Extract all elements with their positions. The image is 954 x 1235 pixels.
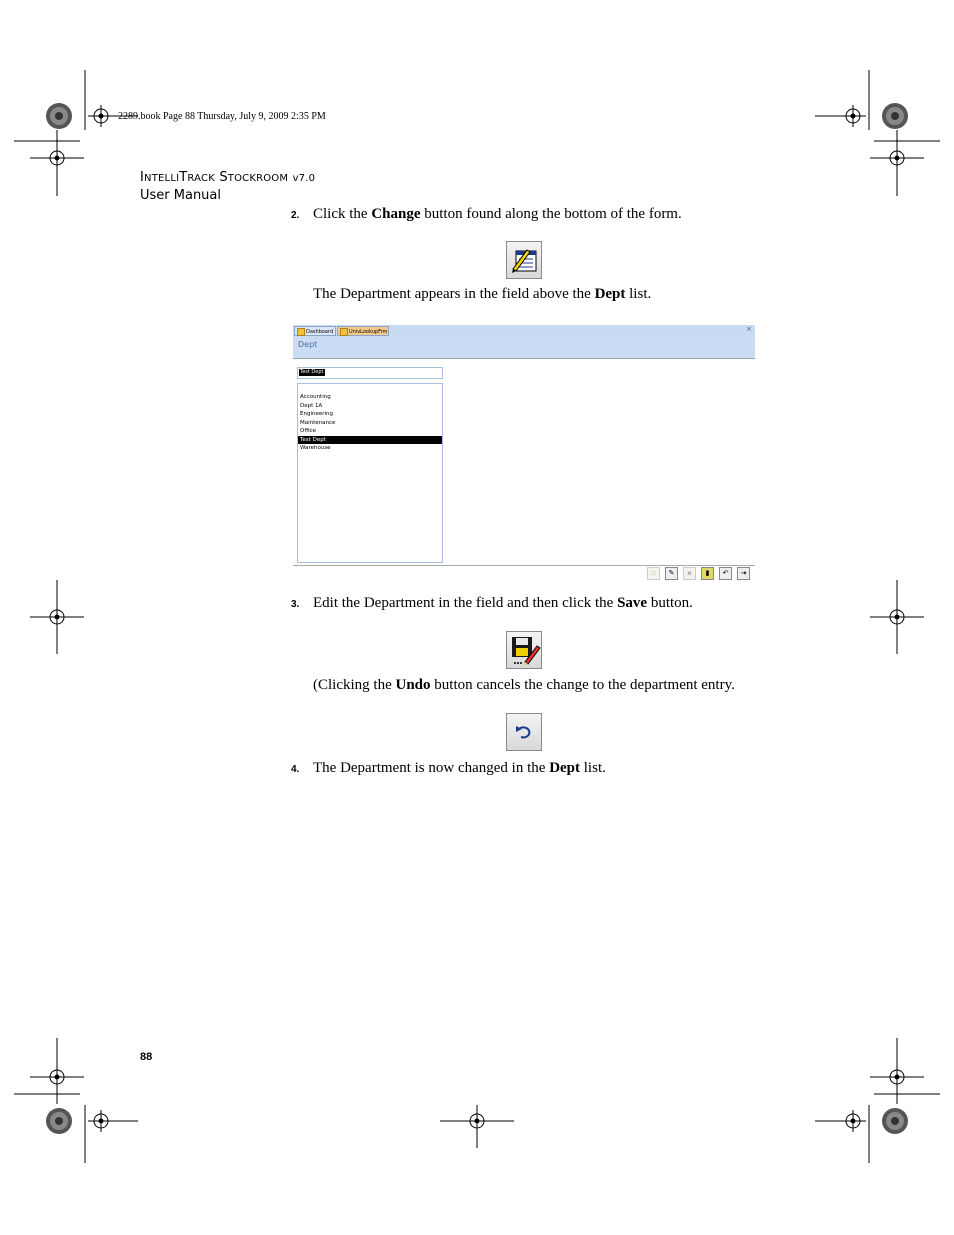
list-item-selected[interactable]: Test Dept <box>298 436 442 444</box>
exit-icon[interactable]: ⇥ <box>737 567 750 580</box>
list-item[interactable]: Office <box>300 428 317 434</box>
divider <box>293 565 755 566</box>
list-item[interactable]: Dept 1A <box>300 402 323 409</box>
running-header-subtitle: User Manual <box>140 188 222 203</box>
undo-icon[interactable]: ↶ <box>719 567 732 580</box>
dept-field[interactable]: Test Dept <box>297 367 443 379</box>
page-number: 88 <box>140 1051 153 1063</box>
save-icon[interactable]: ▪ <box>683 567 696 580</box>
close-icon[interactable]: × <box>746 325 752 333</box>
step-number: 3. <box>291 599 300 610</box>
step-text: Click the Change button found along the bottom of the form. <box>313 206 682 222</box>
paragraph: The Department appears in the field above the Dept list. <box>313 286 652 302</box>
dept-list[interactable] <box>297 383 443 563</box>
save-disk-pencil-icon <box>506 631 542 669</box>
step-number: 2. <box>291 210 300 221</box>
change-icon[interactable]: ✎ <box>665 567 678 580</box>
change-form-icon <box>506 241 542 279</box>
undo-arrow-icon <box>506 713 542 751</box>
dept-form-screenshot <box>293 325 755 583</box>
list-item[interactable]: Engineering <box>300 411 333 417</box>
step-text: Edit the Department in the field and then click the Save button. <box>313 595 693 611</box>
running-header-title: INTELLITRACK STOCKROOM v7.0 <box>140 170 316 185</box>
list-item[interactable]: Maintenance <box>300 419 336 426</box>
new-record-icon[interactable]: ▫ <box>647 567 660 580</box>
form-header: Dept <box>293 337 755 359</box>
book-slug: 2289.book Page 88 Thursday, July 9, 2009 2:35 PM <box>118 111 326 122</box>
paragraph: (Clicking the Undo button cancels the change to the department entry. <box>313 677 735 693</box>
step-number: 4. <box>291 764 300 775</box>
tab-dashboard[interactable]: Dashboard <box>294 326 336 336</box>
list-item[interactable]: Accounting <box>300 394 331 400</box>
step-text: The Department is now changed in the Dept list. <box>313 760 606 776</box>
list-item[interactable]: Warehouse <box>300 445 331 451</box>
tab-univlookupfrm[interactable]: UnivLookupFrm <box>337 326 389 336</box>
delete-icon[interactable]: ▮ <box>701 567 714 580</box>
